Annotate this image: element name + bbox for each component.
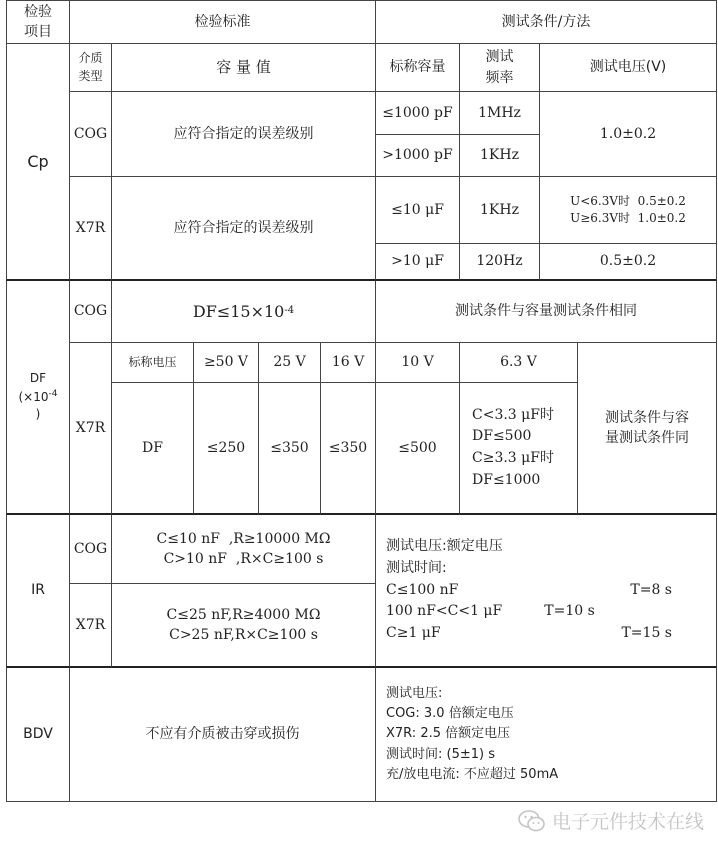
ir-x7r-standard (112, 584, 376, 668)
cp-x7r-standard: 应符合指定的误差级别 (112, 177, 376, 281)
df-cog-condition: 测试条件与容量测试条件相同 (376, 281, 717, 343)
df-voltage-25: 25 V (259, 343, 321, 383)
df-rated-voltage-label: 标称电压 (112, 343, 194, 383)
cp-label: Cp (6, 44, 70, 281)
ir-label: IR (6, 515, 70, 668)
df-voltage-16: 16 V (321, 343, 376, 383)
df-unit: ($\times 10^{-4}$ (18, 388, 58, 404)
watermark (518, 807, 704, 834)
df-cog-standard: DF≤15×10 -4 (112, 281, 376, 343)
ir-test-voltage: 测试电压:额定电压 (386, 538, 503, 555)
df-63-line-1: C<3.3 μF时 (472, 406, 554, 423)
cp-cog-capacitance-2: >1000 pF (376, 135, 460, 177)
ir-x7r-type: X7R (70, 584, 112, 668)
df-value-16: ≤350 (321, 383, 376, 515)
cp-capacitance-value: 容 量 值 (112, 44, 376, 92)
cp-dielectric-type: 介质 类型 (70, 44, 112, 92)
bdv-line-5: 充/放电电流: 不应超过 50mA (386, 766, 559, 782)
df-x7r-type: X7R (70, 343, 112, 515)
df-cog-type: COG (70, 281, 112, 343)
bdv-standard: 不应有介质被击穿或损伤 (70, 668, 376, 802)
ir-time-row-3: C≥1 μF T=15 s (386, 625, 672, 642)
df-value-10: ≤500 (376, 383, 460, 515)
header-standard: 检验标准 (70, 0, 376, 44)
df-63-line-4: DF≤1000 (472, 471, 541, 488)
watermark-text: 电子元件技术在线 (551, 811, 704, 833)
cp-x7r-frequency-1: 1KHz (460, 177, 540, 244)
bdv-line-1: 测试电压: (386, 686, 443, 702)
cp-x7r-capacitance-1: ≤10 μF (376, 177, 460, 244)
wechat-icon (518, 810, 546, 832)
cp-test-frequency: 测试 频率 (460, 44, 540, 92)
header-item: 检验 项目 (6, 0, 70, 44)
inspection-table (6, 0, 717, 802)
cp-cog-voltage: 1.0±0.2 (540, 92, 717, 177)
bdv-line-3: X7R: 2.5 倍额定电压 (386, 726, 511, 742)
ir-test-time-label: 测试时间: (386, 559, 447, 576)
cp-x7r-voltage-2: 0.5±0.2 (540, 244, 717, 281)
cp-x7r-type: X7R (70, 177, 112, 281)
cp-test-voltage: 测试电压(V) (540, 44, 717, 92)
bdv-line-4: 测试时间: (5±1) s (386, 746, 495, 762)
bdv-label: BDV (6, 668, 70, 802)
df-label-cell (6, 281, 70, 515)
ir-cog-type: COG (70, 515, 112, 584)
ir-x7r-line-2: C>25 nF,R×C≥100 s (169, 627, 318, 643)
ir-cog-line-2: C>10 nF ,R×C≥100 s (163, 551, 324, 567)
bdv-line-2: COG: 3.0 倍额定电压 (386, 706, 514, 722)
ir-conditions (376, 515, 717, 668)
df-value-25: ≤350 (259, 383, 321, 515)
header-conditions: 测试条件/方法 (376, 0, 717, 44)
ir-cog-standard (112, 515, 376, 584)
df-voltage-50: ≥50 V (194, 343, 259, 383)
ir-cog-line-1: C≤10 nF ,R≥10000 MΩ (156, 530, 331, 547)
ir-time-row-2: 100 nF<C<1 μF T=10 s (386, 603, 595, 620)
df-label: DF (29, 371, 47, 386)
cp-cog-standard: 应符合指定的误差级别 (112, 92, 376, 177)
cp-x7r-frequency-2: 120Hz (460, 244, 540, 281)
cp-x7r-capacitance-2: >10 μF (376, 244, 460, 281)
df-x7r-condition: 测试条件与容 量测试条件同 (578, 343, 717, 515)
cp-cog-type: COG (70, 92, 112, 177)
df-value-label: DF (112, 383, 194, 515)
ir-time-row-1: C≤100 nF T=8 s (386, 581, 672, 598)
cp-cog-frequency-2: 1KHz (460, 135, 540, 177)
df-value-6-3 (460, 383, 578, 515)
df-63-line-3: C≥3.3 μF时 (472, 450, 554, 466)
df-value-50: ≤250 (194, 383, 259, 515)
cp-x7r-voltage-1 (540, 177, 717, 244)
df-63-line-2: DF≤500 (472, 428, 532, 445)
df-voltage-6-3: 6.3 V (460, 343, 578, 383)
cp-nominal-capacitance: 标称容量 (376, 44, 460, 92)
ir-x7r-line-1: C≤25 nF,R≥4000 MΩ (166, 606, 321, 623)
cp-cog-frequency-1: 1MHz (460, 92, 540, 135)
cp-x7r-voltage-line1: U<6.3V时 0.5±0.2 (570, 193, 686, 208)
cp-cog-capacitance-1: ≤1000 pF (376, 92, 460, 135)
df-unit-close: ) (35, 407, 41, 422)
bdv-conditions (376, 668, 717, 802)
df-voltage-10: 10 V (376, 343, 460, 383)
cp-x7r-voltage-line2: U≥6.3V时 1.0±0.2 (570, 211, 686, 225)
